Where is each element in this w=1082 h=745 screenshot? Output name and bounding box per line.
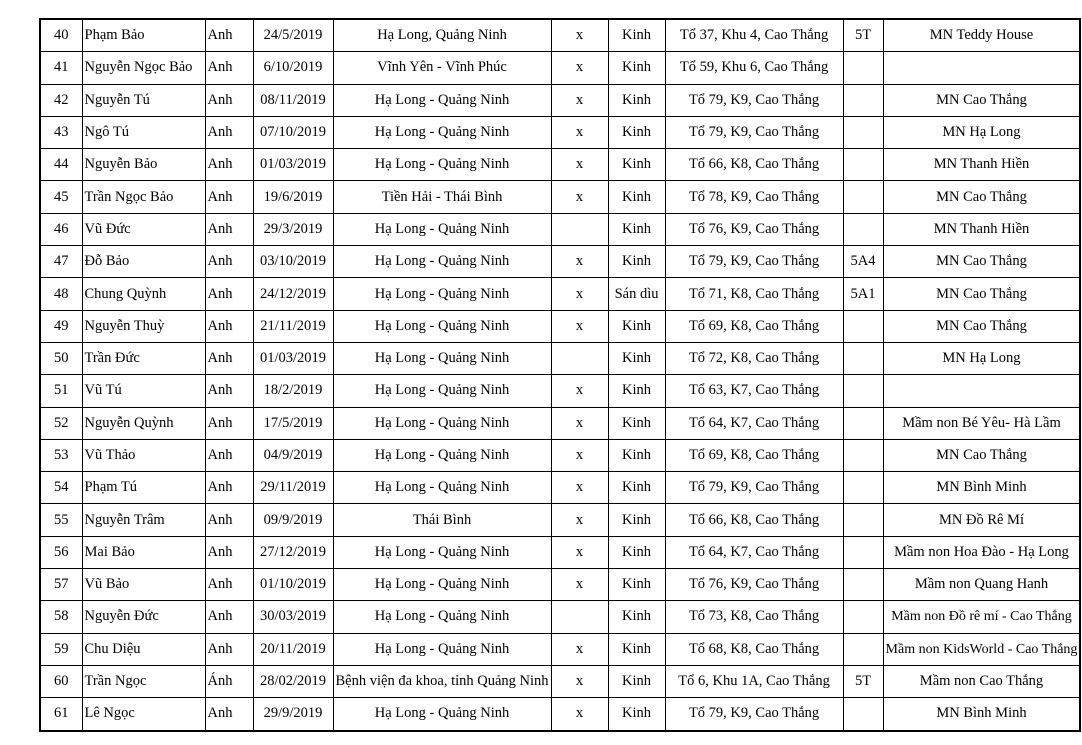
ethnicity-cell: Sán dìu [608, 278, 665, 310]
mark-cell: x [551, 116, 608, 148]
table-row [40, 246, 1080, 278]
address-cell: Tổ 68, K8, Cao Thắng [665, 633, 843, 665]
given-name-cell: Ánh [205, 665, 253, 697]
given-name-cell: Anh [205, 149, 253, 181]
mark-cell: x [551, 149, 608, 181]
mark-cell: x [551, 181, 608, 213]
name-cell: Phạm Bảo [82, 19, 205, 52]
birth-date-cell: 30/03/2019 [253, 601, 333, 633]
ethnicity-cell: Kinh [608, 569, 665, 601]
given-name-cell: Anh [205, 213, 253, 245]
name-cell: Vũ Bảo [82, 569, 205, 601]
school-cell: MN Thanh Hiền [883, 149, 1080, 181]
birthplace-cell: Hạ Long - Quảng Ninh [333, 310, 551, 342]
row-number-cell: 57 [40, 569, 82, 601]
school-cell: Mầm non KidsWorld - Cao Thắng [883, 633, 1080, 665]
row-number-cell: 47 [40, 246, 82, 278]
ethnicity-cell: Kinh [608, 246, 665, 278]
given-name-cell: Anh [205, 504, 253, 536]
class-cell [843, 569, 883, 601]
address-cell: Tổ 79, K9, Cao Thắng [665, 472, 843, 504]
name-cell: Nguyễn Thuỳ [82, 310, 205, 342]
mark-cell: x [551, 633, 608, 665]
class-cell [843, 342, 883, 374]
mark-cell: x [551, 19, 608, 52]
school-cell: MN Bình Minh [883, 472, 1080, 504]
birthplace-cell: Hạ Long - Quảng Ninh [333, 116, 551, 148]
row-number-cell: 41 [40, 52, 82, 84]
table-row [40, 213, 1080, 245]
school-cell: MN Cao Thắng [883, 181, 1080, 213]
name-cell: Nguyễn Bảo [82, 149, 205, 181]
row-number-cell: 55 [40, 504, 82, 536]
name-cell: Nguyễn Ngọc Bảo [82, 52, 205, 84]
address-cell: Tổ 6, Khu 1A, Cao Thắng [665, 665, 843, 697]
given-name-cell: Anh [205, 246, 253, 278]
school-cell: Mầm non Cao Thắng [883, 665, 1080, 697]
address-cell: Tổ 63, K7, Cao Thắng [665, 375, 843, 407]
address-cell: Tổ 37, Khu 4, Cao Thắng [665, 19, 843, 52]
class-cell [843, 116, 883, 148]
birth-date-cell: 09/9/2019 [253, 504, 333, 536]
birthplace-cell: Tiền Hải - Thái Bình [333, 181, 551, 213]
class-cell [843, 375, 883, 407]
school-cell [883, 375, 1080, 407]
ethnicity-cell: Kinh [608, 601, 665, 633]
birth-date-cell: 29/11/2019 [253, 472, 333, 504]
table-row [40, 19, 1080, 52]
class-cell [843, 504, 883, 536]
ethnicity-cell: Kinh [608, 116, 665, 148]
class-cell [843, 213, 883, 245]
address-cell: Tổ 69, K8, Cao Thắng [665, 310, 843, 342]
birthplace-cell: Hạ Long - Quảng Ninh [333, 84, 551, 116]
row-number-cell: 45 [40, 181, 82, 213]
table-row [40, 342, 1080, 374]
table-row [40, 504, 1080, 536]
ethnicity-cell: Kinh [608, 504, 665, 536]
row-number-cell: 49 [40, 310, 82, 342]
ethnicity-cell: Kinh [608, 633, 665, 665]
class-cell [843, 439, 883, 471]
table-row [40, 181, 1080, 213]
address-cell: Tổ 64, K7, Cao Thắng [665, 407, 843, 439]
school-cell [883, 52, 1080, 84]
class-cell [843, 536, 883, 568]
class-cell [843, 633, 883, 665]
mark-cell: x [551, 246, 608, 278]
name-cell: Nguyễn Đức [82, 601, 205, 633]
birthplace-cell: Hạ Long - Quảng Ninh [333, 472, 551, 504]
birth-date-cell: 28/02/2019 [253, 665, 333, 697]
given-name-cell: Anh [205, 698, 253, 731]
address-cell: Tổ 73, K8, Cao Thắng [665, 601, 843, 633]
table-row [40, 84, 1080, 116]
school-cell: MN Hạ Long [883, 116, 1080, 148]
class-cell [843, 149, 883, 181]
ethnicity-cell: Kinh [608, 439, 665, 471]
given-name-cell: Anh [205, 633, 253, 665]
table-row [40, 665, 1080, 697]
birth-date-cell: 17/5/2019 [253, 407, 333, 439]
birth-date-cell: 6/10/2019 [253, 52, 333, 84]
given-name-cell: Anh [205, 601, 253, 633]
row-number-cell: 50 [40, 342, 82, 374]
row-number-cell: 54 [40, 472, 82, 504]
school-cell: Mầm non Bé Yêu- Hà Lầm [883, 407, 1080, 439]
table-row [40, 536, 1080, 568]
table-row [40, 407, 1080, 439]
address-cell: Tổ 66, K8, Cao Thắng [665, 149, 843, 181]
school-cell: MN Cao Thắng [883, 278, 1080, 310]
given-name-cell: Anh [205, 439, 253, 471]
school-cell: MN Cao Thắng [883, 84, 1080, 116]
table-row [40, 569, 1080, 601]
birthplace-cell: Thái Bình [333, 504, 551, 536]
table-row [40, 698, 1080, 731]
given-name-cell: Anh [205, 342, 253, 374]
school-cell: MN Teddy House [883, 19, 1080, 52]
mark-cell: x [551, 472, 608, 504]
row-number-cell: 53 [40, 439, 82, 471]
name-cell: Nguyễn Quỳnh [82, 407, 205, 439]
birthplace-cell: Hạ Long - Quảng Ninh [333, 375, 551, 407]
ethnicity-cell: Kinh [608, 213, 665, 245]
birth-date-cell: 18/2/2019 [253, 375, 333, 407]
address-cell: Tổ 79, K9, Cao Thắng [665, 84, 843, 116]
address-cell: Tổ 76, K9, Cao Thắng [665, 569, 843, 601]
given-name-cell: Anh [205, 569, 253, 601]
ethnicity-cell: Kinh [608, 181, 665, 213]
row-number-cell: 43 [40, 116, 82, 148]
row-number-cell: 58 [40, 601, 82, 633]
ethnicity-cell: Kinh [608, 472, 665, 504]
class-cell: 5A1 [843, 278, 883, 310]
class-cell: 5T [843, 665, 883, 697]
row-number-cell: 61 [40, 698, 82, 731]
school-cell: MN Hạ Long [883, 342, 1080, 374]
school-cell: MN Cao Thắng [883, 310, 1080, 342]
mark-cell: x [551, 52, 608, 84]
table-row [40, 601, 1080, 633]
mark-cell: x [551, 278, 608, 310]
row-number-cell: 59 [40, 633, 82, 665]
name-cell: Mai Bảo [82, 536, 205, 568]
school-cell: MN Cao Thắng [883, 439, 1080, 471]
class-cell: 5T [843, 19, 883, 52]
school-cell: Mầm non Quang Hanh [883, 569, 1080, 601]
given-name-cell: Anh [205, 181, 253, 213]
given-name-cell: Anh [205, 310, 253, 342]
row-number-cell: 60 [40, 665, 82, 697]
address-cell: Tổ 66, K8, Cao Thắng [665, 504, 843, 536]
ethnicity-cell: Kinh [608, 698, 665, 731]
table-row [40, 310, 1080, 342]
mark-cell: x [551, 407, 608, 439]
address-cell: Tổ 79, K9, Cao Thắng [665, 246, 843, 278]
birthplace-cell: Vĩnh Yên - Vĩnh Phúc [333, 52, 551, 84]
birth-date-cell: 27/12/2019 [253, 536, 333, 568]
birth-date-cell: 01/03/2019 [253, 149, 333, 181]
table-row [40, 149, 1080, 181]
class-cell [843, 84, 883, 116]
class-cell [843, 601, 883, 633]
given-name-cell: Anh [205, 52, 253, 84]
ethnicity-cell: Kinh [608, 342, 665, 374]
mark-cell: x [551, 310, 608, 342]
name-cell: Trần Ngọc Bảo [82, 181, 205, 213]
birth-date-cell: 03/10/2019 [253, 246, 333, 278]
class-cell [843, 52, 883, 84]
ethnicity-cell: Kinh [608, 536, 665, 568]
birth-date-cell: 29/3/2019 [253, 213, 333, 245]
given-name-cell: Anh [205, 407, 253, 439]
given-name-cell: Anh [205, 116, 253, 148]
birthplace-cell: Hạ Long - Quảng Ninh [333, 698, 551, 731]
mark-cell: x [551, 504, 608, 536]
birthplace-cell: Hạ Long - Quảng Ninh [333, 633, 551, 665]
birth-date-cell: 07/10/2019 [253, 116, 333, 148]
name-cell: Phạm Tú [82, 472, 205, 504]
birthplace-cell: Hạ Long - Quảng Ninh [333, 246, 551, 278]
name-cell: Vũ Thảo [82, 439, 205, 471]
name-cell: Chung Quỳnh [82, 278, 205, 310]
table-row [40, 375, 1080, 407]
school-cell: MN Thanh Hiền [883, 213, 1080, 245]
birthplace-cell: Hạ Long, Quảng Ninh [333, 19, 551, 52]
class-cell [843, 407, 883, 439]
birth-date-cell: 08/11/2019 [253, 84, 333, 116]
mark-cell [551, 342, 608, 374]
table-row [40, 472, 1080, 504]
ethnicity-cell: Kinh [608, 665, 665, 697]
school-cell: Mầm non Hoa Đào - Hạ Long [883, 536, 1080, 568]
address-cell: Tổ 79, K9, Cao Thắng [665, 698, 843, 731]
row-number-cell: 52 [40, 407, 82, 439]
student-table [39, 18, 1081, 732]
birth-date-cell: 01/03/2019 [253, 342, 333, 374]
address-cell: Tổ 78, K9, Cao Thắng [665, 181, 843, 213]
school-cell: MN Đồ Rê Mí [883, 504, 1080, 536]
name-cell: Trần Ngọc [82, 665, 205, 697]
birthplace-cell: Hạ Long - Quảng Ninh [333, 342, 551, 374]
birthplace-cell: Hạ Long - Quảng Ninh [333, 278, 551, 310]
given-name-cell: Anh [205, 19, 253, 52]
mark-cell: x [551, 698, 608, 731]
table-row [40, 633, 1080, 665]
row-number-cell: 51 [40, 375, 82, 407]
mark-cell: x [551, 375, 608, 407]
name-cell: Ngô Tú [82, 116, 205, 148]
address-cell: Tổ 76, K9, Cao Thắng [665, 213, 843, 245]
birthplace-cell: Hạ Long - Quảng Ninh [333, 213, 551, 245]
name-cell: Nguyễn Trâm [82, 504, 205, 536]
name-cell: Vũ Đức [82, 213, 205, 245]
ethnicity-cell: Kinh [608, 310, 665, 342]
name-cell: Trần Đức [82, 342, 205, 374]
table-body [40, 19, 1080, 731]
ethnicity-cell: Kinh [608, 407, 665, 439]
given-name-cell: Anh [205, 84, 253, 116]
address-cell: Tổ 71, K8, Cao Thắng [665, 278, 843, 310]
row-number-cell: 48 [40, 278, 82, 310]
mark-cell: x [551, 569, 608, 601]
ethnicity-cell: Kinh [608, 19, 665, 52]
school-cell: MN Cao Thắng [883, 246, 1080, 278]
mark-cell: x [551, 665, 608, 697]
address-cell: Tổ 72, K8, Cao Thắng [665, 342, 843, 374]
address-cell: Tổ 59, Khu 6, Cao Thắng [665, 52, 843, 84]
name-cell: Đỗ Bảo [82, 246, 205, 278]
mark-cell: x [551, 439, 608, 471]
table-row [40, 278, 1080, 310]
birth-date-cell: 24/5/2019 [253, 19, 333, 52]
address-cell: Tổ 79, K9, Cao Thắng [665, 116, 843, 148]
table-row [40, 52, 1080, 84]
class-cell: 5A4 [843, 246, 883, 278]
birthplace-cell: Hạ Long - Quảng Ninh [333, 536, 551, 568]
class-cell [843, 472, 883, 504]
table-row [40, 439, 1080, 471]
name-cell: Chu Diệu [82, 633, 205, 665]
birth-date-cell: 19/6/2019 [253, 181, 333, 213]
birth-date-cell: 01/10/2019 [253, 569, 333, 601]
name-cell: Nguyễn Tú [82, 84, 205, 116]
address-cell: Tổ 69, K8, Cao Thắng [665, 439, 843, 471]
row-number-cell: 46 [40, 213, 82, 245]
birthplace-cell: Hạ Long - Quảng Ninh [333, 149, 551, 181]
birthplace-cell: Bệnh viện đa khoa, tỉnh Quảng Ninh [333, 665, 551, 697]
birth-date-cell: 24/12/2019 [253, 278, 333, 310]
birthplace-cell: Hạ Long - Quảng Ninh [333, 569, 551, 601]
birthplace-cell: Hạ Long - Quảng Ninh [333, 601, 551, 633]
row-number-cell: 42 [40, 84, 82, 116]
name-cell: Vũ Tú [82, 375, 205, 407]
birth-date-cell: 04/9/2019 [253, 439, 333, 471]
ethnicity-cell: Kinh [608, 375, 665, 407]
name-cell: Lê Ngọc [82, 698, 205, 731]
row-number-cell: 40 [40, 19, 82, 52]
ethnicity-cell: Kinh [608, 52, 665, 84]
mark-cell: x [551, 84, 608, 116]
class-cell [843, 310, 883, 342]
ethnicity-cell: Kinh [608, 149, 665, 181]
school-cell: MN Bình Minh [883, 698, 1080, 731]
birth-date-cell: 29/9/2019 [253, 698, 333, 731]
ethnicity-cell: Kinh [608, 84, 665, 116]
given-name-cell: Anh [205, 278, 253, 310]
given-name-cell: Anh [205, 375, 253, 407]
birth-date-cell: 21/11/2019 [253, 310, 333, 342]
address-cell: Tổ 64, K7, Cao Thắng [665, 536, 843, 568]
birth-date-cell: 20/11/2019 [253, 633, 333, 665]
birthplace-cell: Hạ Long - Quảng Ninh [333, 407, 551, 439]
given-name-cell: Anh [205, 472, 253, 504]
mark-cell: x [551, 536, 608, 568]
class-cell [843, 181, 883, 213]
class-cell [843, 698, 883, 731]
school-cell: Mầm non Đồ rê mí - Cao Thắng [883, 601, 1080, 633]
given-name-cell: Anh [205, 536, 253, 568]
row-number-cell: 44 [40, 149, 82, 181]
mark-cell [551, 213, 608, 245]
table-row [40, 116, 1080, 148]
birthplace-cell: Hạ Long - Quảng Ninh [333, 439, 551, 471]
row-number-cell: 56 [40, 536, 82, 568]
mark-cell [551, 601, 608, 633]
